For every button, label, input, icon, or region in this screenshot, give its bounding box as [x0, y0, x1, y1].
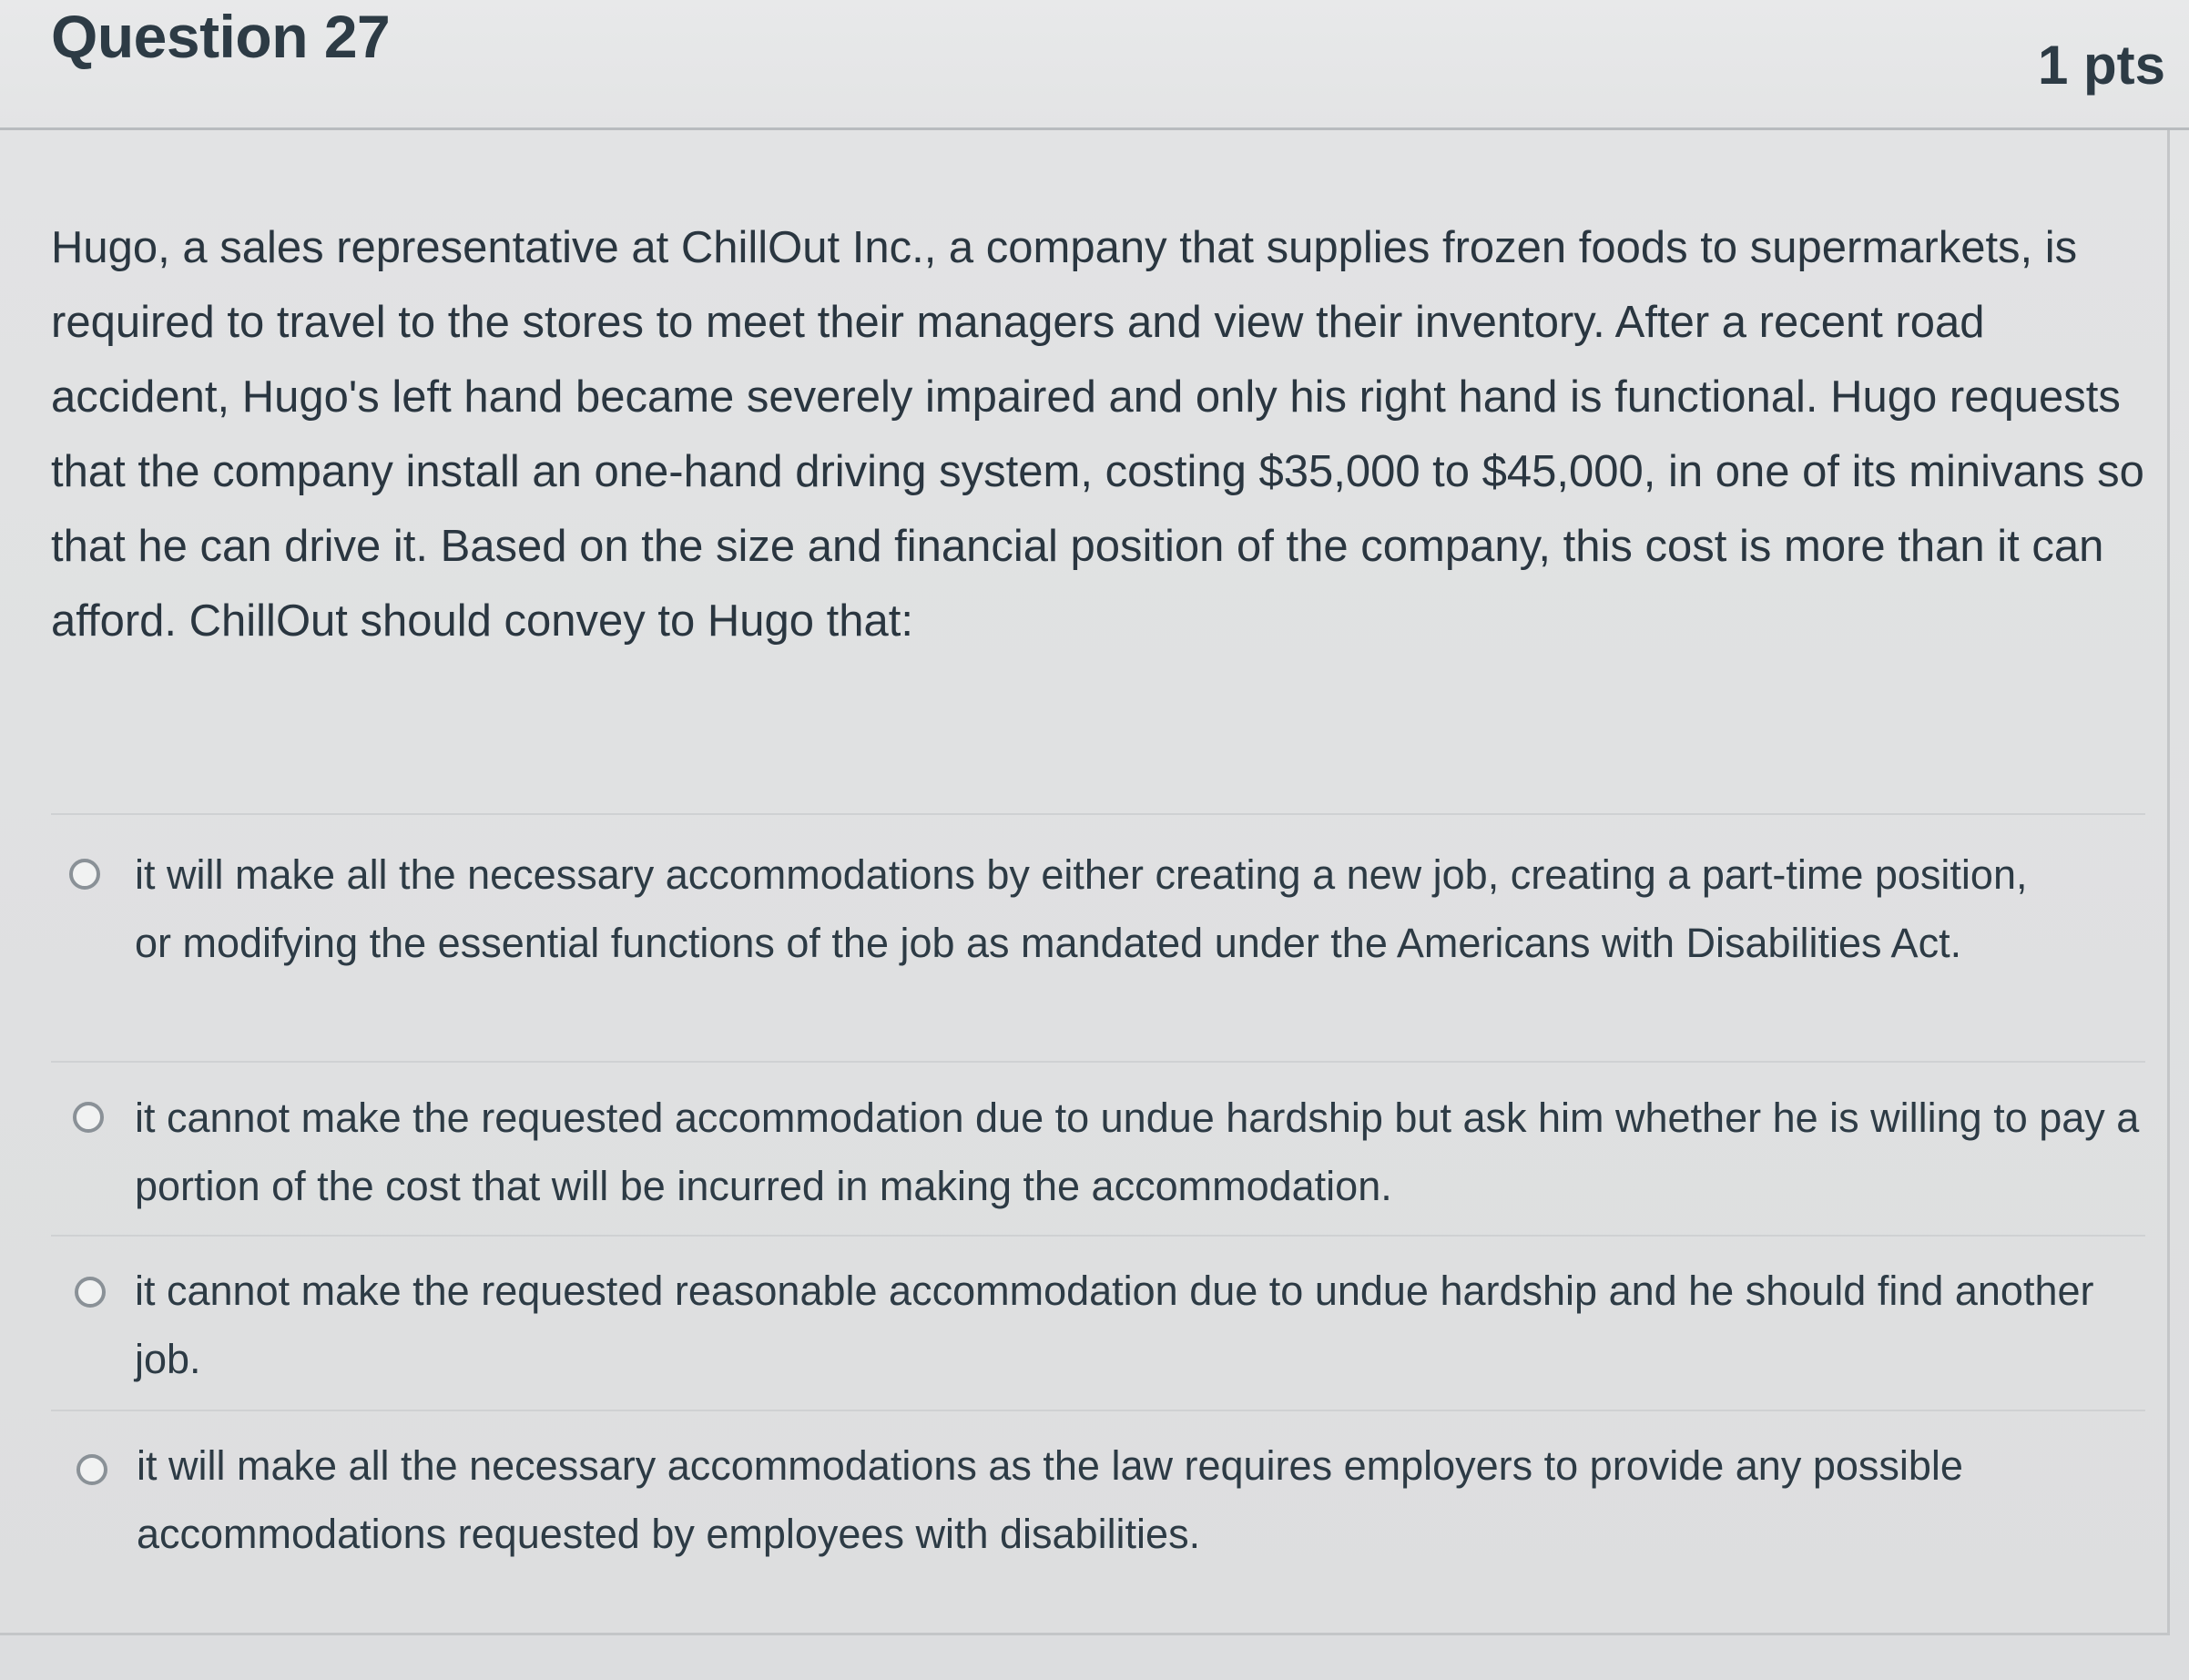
answer-label[interactable]: it cannot make the requested reasonable accommodation due to undue hardship and he should find another job.	[135, 1268, 2094, 1382]
answer-label[interactable]: it will make all the necessary accommodations as the law requires employers to provide any possible accommodations requested by employees with disabilities.	[137, 1442, 1963, 1557]
radio-button-icon[interactable]	[73, 1102, 104, 1133]
radio-button-icon[interactable]	[75, 1277, 106, 1308]
radio-button-icon[interactable]	[69, 859, 100, 890]
answer-option-4-row[interactable]	[51, 1422, 2145, 1595]
radio-button-icon[interactable]	[76, 1454, 107, 1485]
answer-option-1-row[interactable]	[51, 824, 2145, 1063]
question-title: Question 27	[51, 3, 391, 70]
answers-divider	[51, 813, 2145, 815]
answer-label[interactable]: it cannot make the requested accommodation due to undue hardship but ask him whether he is willing to pay a portion of the cost that will be incurred in making the accommodation.	[135, 1095, 2140, 1209]
answer-option-3-row[interactable]	[51, 1247, 2145, 1411]
question-points: 1 pts	[2037, 35, 2165, 96]
answer-option-2-row[interactable]	[51, 1073, 2145, 1237]
answer-label[interactable]: it will make all the necessary accommodations by either creating a new job, creating a part-time position, or modifying the essential functions of the job as mandated under the Americans with Disabilities Act.	[135, 851, 2028, 966]
question-header	[0, 0, 2189, 130]
question-text: Hugo, a sales representative at ChillOut Inc., a company that supplies frozen foods to supermarkets, is required to travel to the stores to meet their managers and view their inventory. After a recent road accident, Hugo's left hand became severely impaired and only his right hand is functional. Hugo requests that the company install an one-hand driving system, costing $35,000 to $45,000, in one of its minivans so that he can drive it. Based on the size and financial position of the company, this cost is more than it can afford. ChillOut should convey to Hugo that:	[51, 223, 2144, 646]
